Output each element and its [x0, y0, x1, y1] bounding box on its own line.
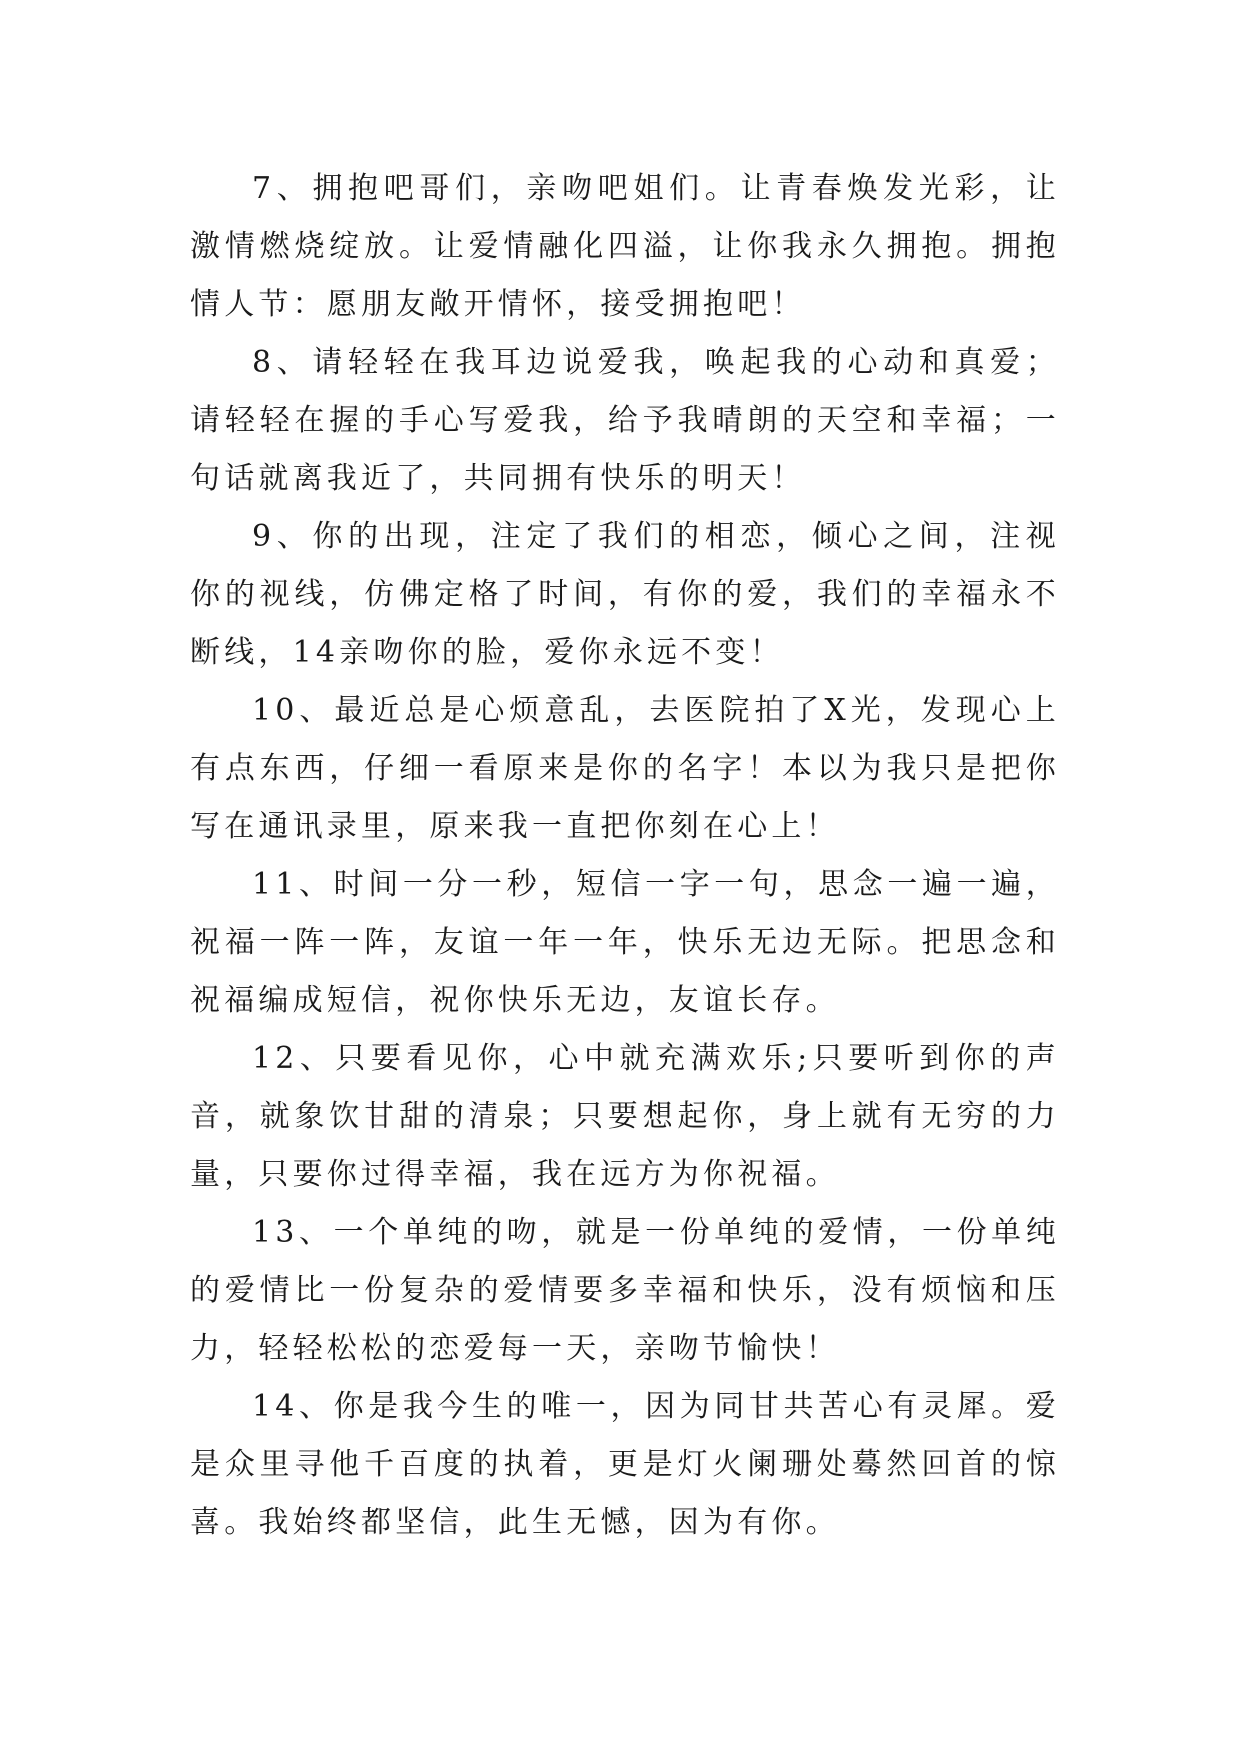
paragraph-9: 9、你的出现，注定了我们的相恋，倾心之间，注视你的视线，仿佛定格了时间，有你的爱，我们的幸福永不断线，14亲吻你的脸，爱你永远不变！: [190, 519, 1060, 670]
paragraph-11: 11、时间一分一秒，短信一字一句，思念一遍一遍，祝福一阵一阵，友谊一年一年，快乐无边无际。把思念和祝福编成短信，祝你快乐无边，友谊长存。: [190, 867, 1060, 1018]
paragraph-13: 13、一个单纯的吻，就是一份单纯的爱情，一份单纯的爱情比一份复杂的爱情要多幸福和快乐，没有烦恼和压力，轻轻松松的恋爱每一天，亲吻节愉快！: [190, 1215, 1060, 1366]
paragraph-10: 10、最近总是心烦意乱，去医院拍了X光，发现心上有点东西，仔细一看原来是你的名字！本以为我只是把你写在通讯录里，原来我一直把你刻在心上！: [190, 693, 1060, 844]
paragraph-7: 7、拥抱吧哥们，亲吻吧姐们。让青春焕发光彩，让激情燃烧绽放。让爱情融化四溢，让你我永久拥抱。拥抱情人节：愿朋友敞开情怀，接受拥抱吧！: [190, 171, 1060, 322]
paragraph-12: 12、只要看见你，心中就充满欢乐;只要听到你的声音，就象饮甘甜的清泉；只要想起你，身上就有无穷的力量，只要你过得幸福，我在远方为你祝福。: [190, 1041, 1060, 1192]
paragraph-14: 14、你是我今生的唯一，因为同甘共苦心有灵犀。爱是众里寻他千百度的执着，更是灯火阑珊处蓦然回首的惊喜。我始终都坚信，此生无憾，因为有你。: [190, 1389, 1060, 1540]
paragraph-8: 8、请轻轻在我耳边说爱我，唤起我的心动和真爱；请轻轻在握的手心写爱我，给予我晴朗的天空和幸福；一句话就离我近了，共同拥有快乐的明天！: [190, 345, 1060, 496]
document-body: [190, 160, 1060, 1552]
